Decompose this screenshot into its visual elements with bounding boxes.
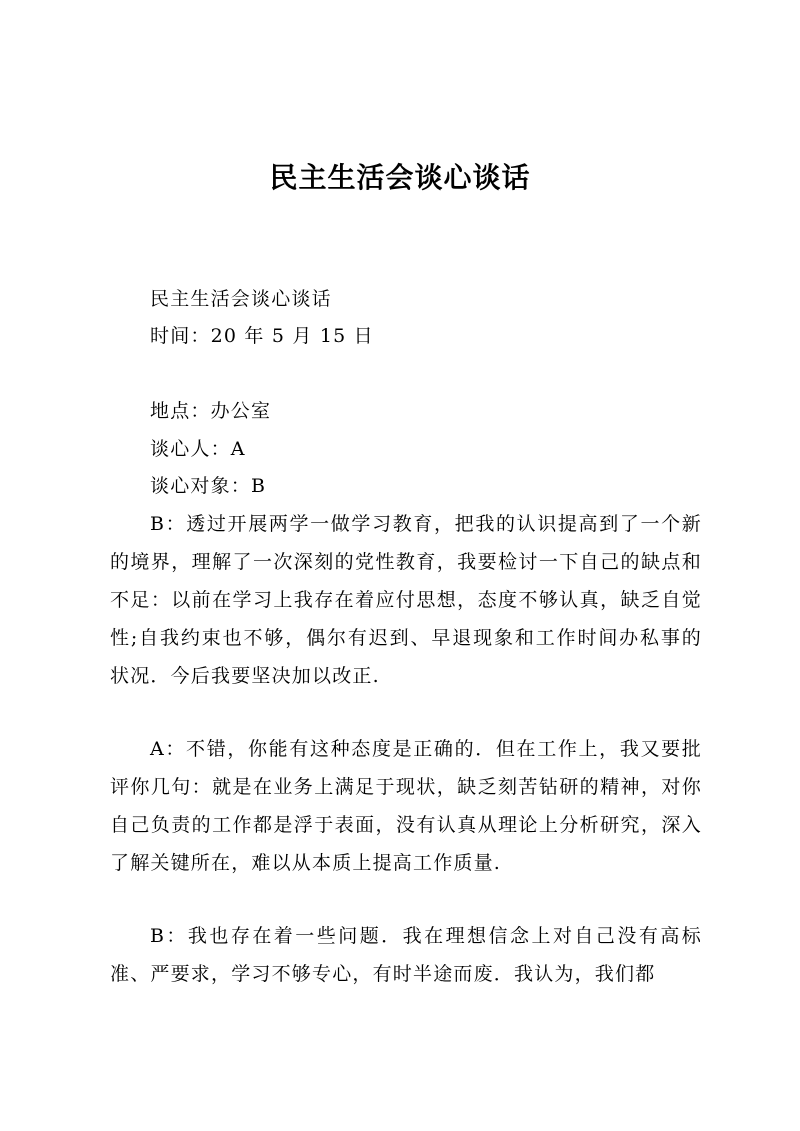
subtitle-line: 民主生活会谈心谈话	[150, 288, 332, 310]
page-title: 民主生活会谈心谈话	[269, 161, 531, 194]
paragraph-2: A：不错，你能有这种态度是正确的．但在工作上，我又要批评你几句：就是在业务上满足于现状，缺乏刻苦钻研的精神，对你自己负责的工作都是浮于表面，没有认真从理论上分析研究，深入了解关键所在，难以从本质上提高工作质量.	[110, 738, 702, 874]
target-line: 谈心对象：B	[150, 475, 267, 497]
place-line: 地点：办公室	[150, 400, 272, 422]
paragraph-3: B：我也存在着一些问题．我在理想信念上对自己没有高标准、严要求，学习不够专心，有时半途而废．我认为，我们都	[110, 925, 702, 985]
speaker-line: 谈心人：A	[150, 438, 246, 460]
paragraph-1: B：透过开展两学一做学习教育，把我的认识提高到了一个新的境界，理解了一次深刻的党性教育，我要检讨一下自己的缺点和不足：以前在学习上我存在着应付思想，态度不够认真，缺乏自觉性;自我约束也不够，偶尔有迟到、早退现象和工作时间办私事的状况．今后我要坚决加以改正.	[110, 513, 702, 687]
time-line: 时间：20 年 5 月 15 日	[150, 325, 374, 347]
